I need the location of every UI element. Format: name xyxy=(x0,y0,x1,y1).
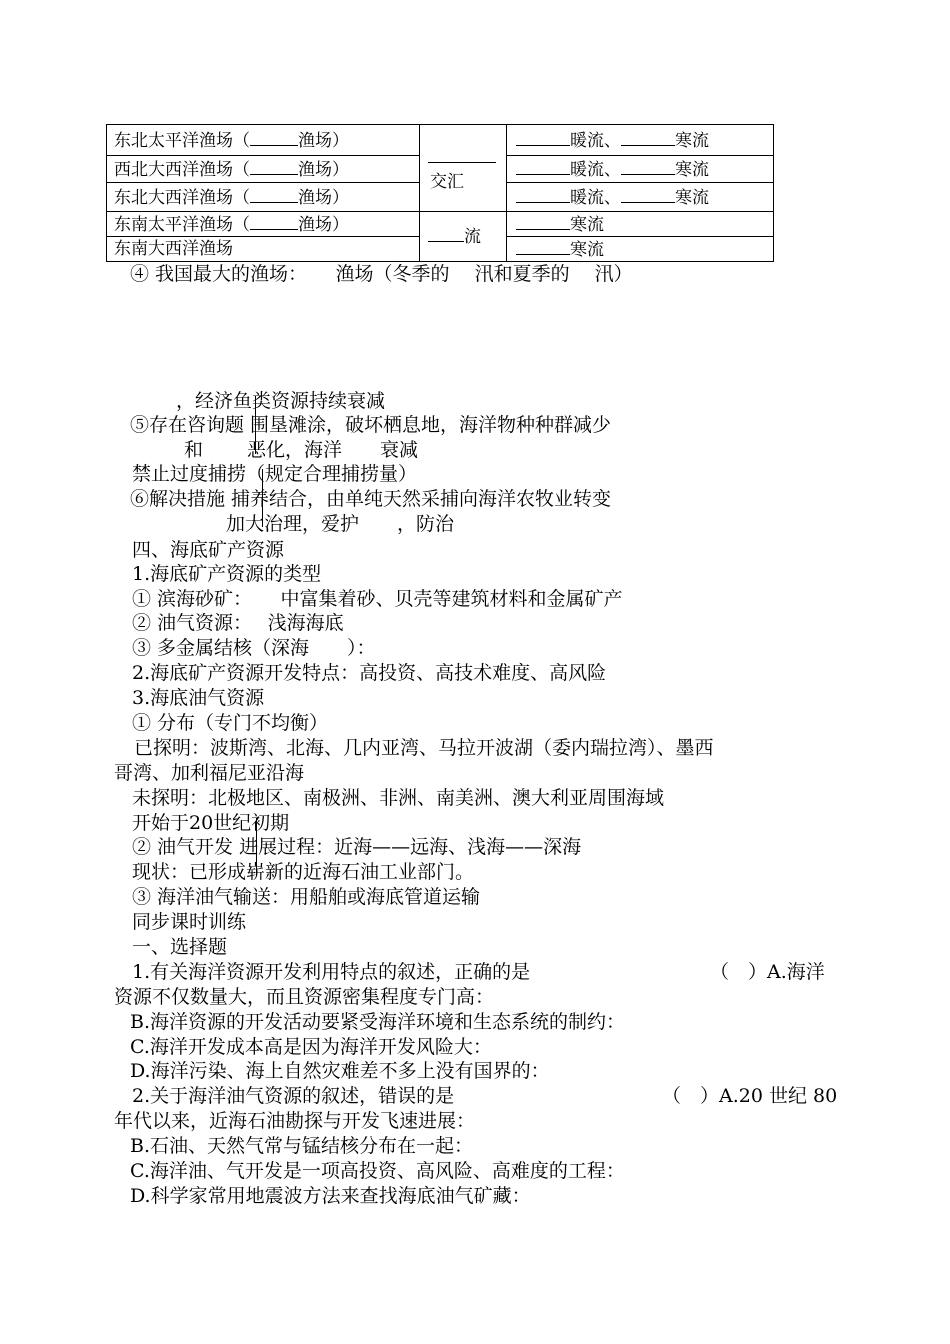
question-option: 年代以来，近海石油勘探与开发飞速进展： xyxy=(114,1110,476,1132)
table-row: 东北大西洋渔场（ 渔场） xyxy=(114,188,349,208)
question-option: D.海洋污染、海上自然灾难差不多上没有国界的： xyxy=(130,1060,550,1082)
text-line: 未探明：北极地区、南极洲、非洲、南美洲、澳大利亚周围海域 xyxy=(132,787,665,809)
blank xyxy=(250,130,298,146)
text-line: 现状：已形成崭新的近海石油工业部门。 xyxy=(132,861,475,883)
text-line: 和 恶化，海洋 衰减 xyxy=(184,439,419,461)
question-option: C.海洋开发成本高是因为海洋开发风险大： xyxy=(130,1036,492,1058)
blank xyxy=(428,226,464,242)
text-line: ① 滨海砂矿： 中富集着砂、贝壳等建筑材料和金属矿产 xyxy=(132,588,623,610)
brace xyxy=(255,396,256,454)
table-row: 东南太平洋渔场（ 渔场） xyxy=(114,215,349,235)
text-line: ⑥解决措施 捕养结合，由单纯天然采捕向海洋农牧业转变 xyxy=(130,488,612,510)
text-line: ③ 海洋油气输送：用船舶或海底管道运输 xyxy=(132,886,481,908)
question-option: 资源不仅数量大，而且资源密集程度专门高： xyxy=(114,986,495,1008)
text-line: 开始于20世纪初期 xyxy=(132,812,290,834)
blank xyxy=(428,162,496,163)
blank xyxy=(250,159,298,175)
current-cell: 暖流、 寒流 xyxy=(516,159,709,180)
current-cell: 暖流、 寒流 xyxy=(516,187,709,208)
section-heading: 四、海底矿产资源 xyxy=(132,539,285,561)
answer-bracket: （ ）A.20 世纪 80 xyxy=(662,1085,838,1107)
table-row: 东北太平洋渔场（ 渔场） xyxy=(114,131,349,151)
text-line: ，经济鱼类资源持续衰减 xyxy=(176,390,386,412)
question-option: C.海洋油、气开发是一项高投资、高风险、高难度的工程： xyxy=(130,1160,625,1182)
question-option: B.海洋资源的开发活动要紧受海洋环境和生态系统的制约： xyxy=(130,1011,626,1033)
text-line: 加大治理，爱护 ，防治 xyxy=(226,513,455,535)
text-line: 1.海底矿产资源的类型 xyxy=(132,563,322,585)
text-line: 已探明：波斯湾、北海、几内亚湾、马拉开波湖（委内瑞拉湾）、墨西 xyxy=(134,737,714,759)
question-option: D.科学家常用地震波方法来查找海底油气矿藏： xyxy=(130,1185,531,1207)
section-heading: 同步课时训练 xyxy=(132,911,247,933)
question-option: B.石油、天然气常与锰结核分布在一起： xyxy=(130,1135,474,1157)
blank xyxy=(250,187,298,203)
text-line: 2.海底矿产资源开发特点：高投资、高技术难度、高风险 xyxy=(132,662,607,684)
fishery-table xyxy=(106,124,774,262)
question-stem: 2.关于海洋油气资源的叙述，错误的是 xyxy=(132,1085,455,1107)
text-line: 禁止过度捕捞（规定合理捕捞量） xyxy=(132,463,418,485)
answer-bracket: （ ）A.海洋 xyxy=(710,961,825,983)
brace xyxy=(256,818,257,876)
group-label: 流 xyxy=(428,226,481,247)
blank xyxy=(250,214,298,230)
table-row: 西北大西洋渔场（ 渔场） xyxy=(114,160,349,180)
current-cell: 寒流 xyxy=(516,214,604,235)
brace xyxy=(262,469,263,527)
question-stem: 1.有关海洋资源开发利用特点的叙述，正确的是 xyxy=(132,961,531,983)
group-label: 交汇 xyxy=(430,172,464,192)
text-line: ② 油气开发 进展过程：近海——远海、浅海——深海 xyxy=(132,836,582,858)
text-line: 3.海底油气资源 xyxy=(132,687,265,709)
text-line: ③ 多金属结核（深海 ）： xyxy=(132,637,376,659)
current-cell: 寒流 xyxy=(516,239,604,260)
text-line: ④ 我国最大的渔场： 渔场（冬季的 汛和夏季的 汛） xyxy=(130,263,633,285)
text-line: ② 油气资源： 浅海海底 xyxy=(132,612,344,634)
current-cell: 暖流、 寒流 xyxy=(516,130,709,151)
text-line: 哥湾、加利福尼亚沿海 xyxy=(114,762,305,784)
text-line: ⑤存在咨询题 围垦滩涂，破坏栖息地，海洋物种种群减少 xyxy=(130,414,612,436)
text-line: ① 分布（专门不均衡） xyxy=(132,712,329,734)
section-heading: 一、选择题 xyxy=(132,936,228,958)
table-row: 东南大西洋渔场 xyxy=(114,239,233,259)
